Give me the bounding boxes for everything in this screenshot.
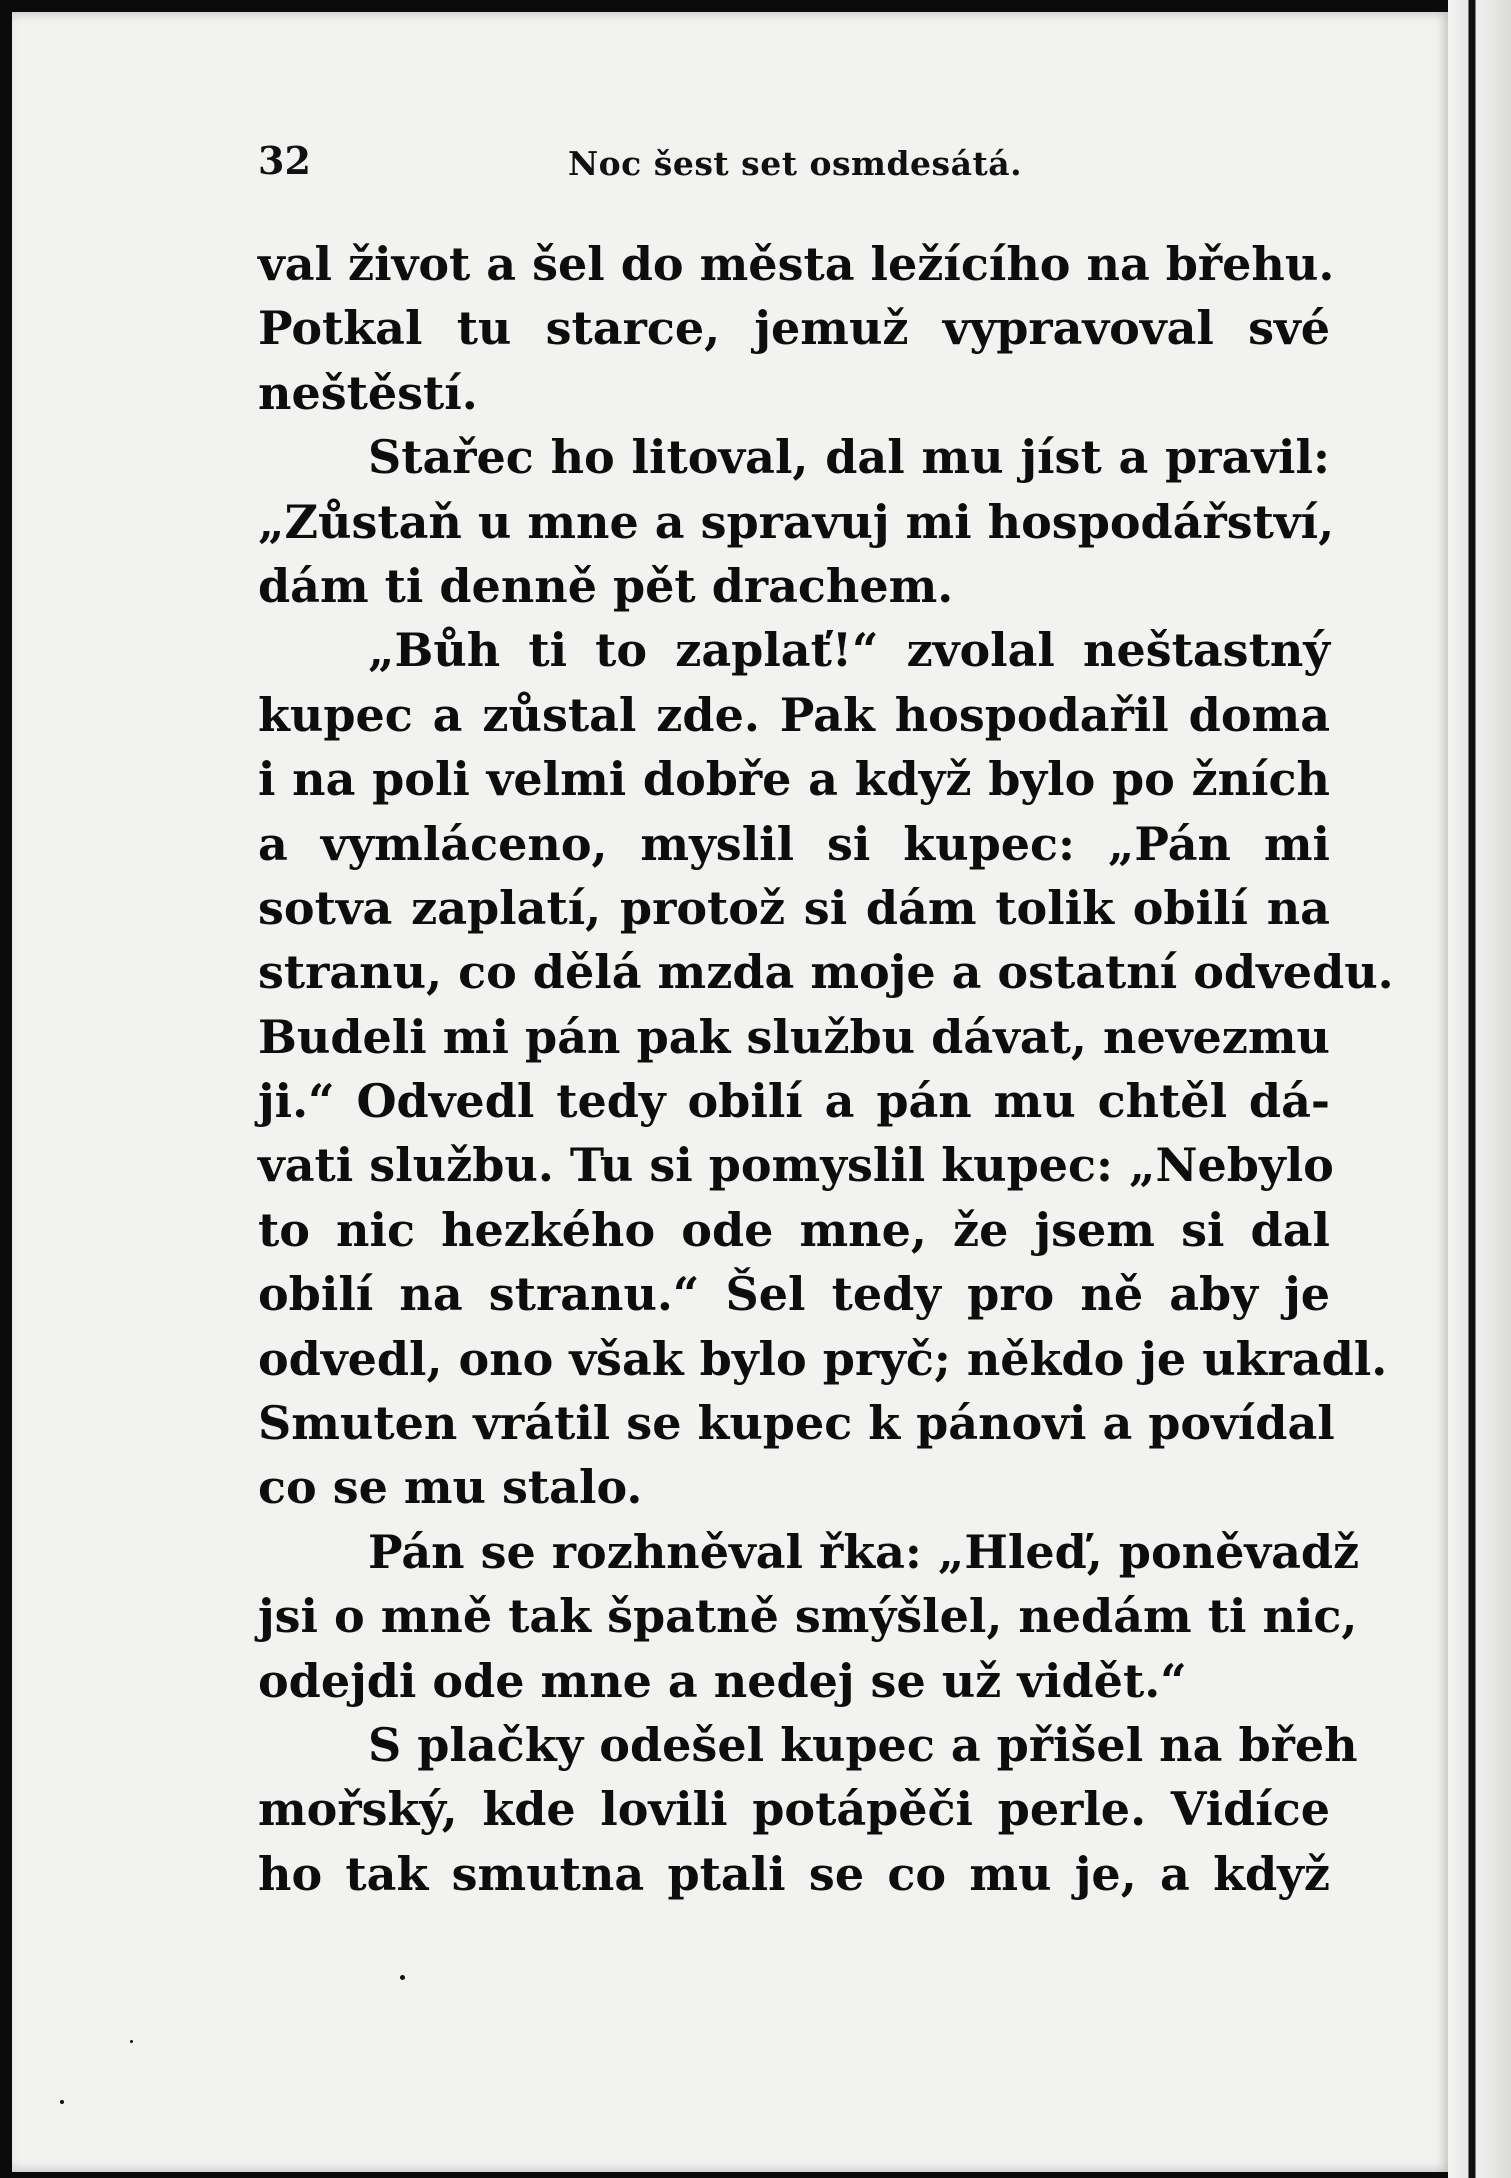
text-line: ji.“ Odvedl tedy obilí a pán mu chtěl dá- [258, 1074, 1330, 1129]
text-line: jsi o mně tak špatně smýšlel, nedám ti nic, [258, 1589, 1358, 1644]
text-line: stranu, co dělá mzda moje a ostatní odvedu. [258, 945, 1394, 1000]
text-line: „Bůh ti to zaplať!“ zvolal neštastný [368, 623, 1330, 678]
text-line: odvedl, ono však bylo pryč; někdo je ukradl. [258, 1331, 1388, 1386]
text-line: obilí na stranu.“ Šel tedy pro ně aby je [258, 1267, 1330, 1322]
text-line: a vymláceno, myslil si kupec: „Pán mi [258, 816, 1330, 871]
running-title: Noc šest set osmdesátá. [568, 144, 1023, 183]
text-line: ho tak smutna ptali se co mu je, a když [258, 1846, 1330, 1901]
text-line: to nic hezkého ode mne, že jsem si dal [258, 1202, 1330, 1257]
paper-speck [130, 2040, 133, 2043]
text-line: neštěstí. [258, 365, 478, 420]
body-text [258, 232, 1394, 1906]
text-line: Potkal tu starce, jemuž vypravoval své [258, 301, 1330, 356]
text-line: vati službu. Tu si pomyslil kupec: „Nebylo [258, 1138, 1334, 1193]
text-line: Pán se rozhněval řka: „Hleď, poněvadž [368, 1524, 1360, 1579]
text-line: dám ti denně pět drachem. [258, 558, 954, 613]
text-line: Stařec ho litoval, dal mu jíst a pravil: [368, 430, 1330, 485]
text-line: mořský, kde lovili potápěči perle. Vidíce [258, 1782, 1330, 1837]
text-line: S plačky odešel kupec a přišel na břeh [368, 1717, 1358, 1772]
text-line: kupec a zůstal zde. Pak hospodařil doma [258, 687, 1330, 742]
paper-speck [60, 2100, 64, 2104]
text-line: odejdi ode mne a nedej se už vidět.“ [258, 1653, 1187, 1708]
text-line: i na poli velmi dobře a když bylo po žních [258, 752, 1330, 807]
paper-speck [400, 1975, 405, 1980]
page-edge [1448, 0, 1511, 2178]
text-line: val život a šel do města ležícího na břehu. [258, 237, 1335, 291]
text-line: „Zůstaň u mne a spravuj mi hospodářství, [258, 494, 1335, 549]
page-header [258, 138, 1258, 186]
page-number: 32 [258, 138, 311, 183]
text-line: sotva zaplatí, protož si dám tolik obilí na [258, 880, 1330, 935]
text-line: Smuten vrátil se kupec k pánovi a povídal [258, 1396, 1335, 1451]
text-line: co se mu stalo. [258, 1460, 643, 1515]
text-line: Budeli mi pán pak službu dávat, nevezmu [258, 1009, 1330, 1064]
